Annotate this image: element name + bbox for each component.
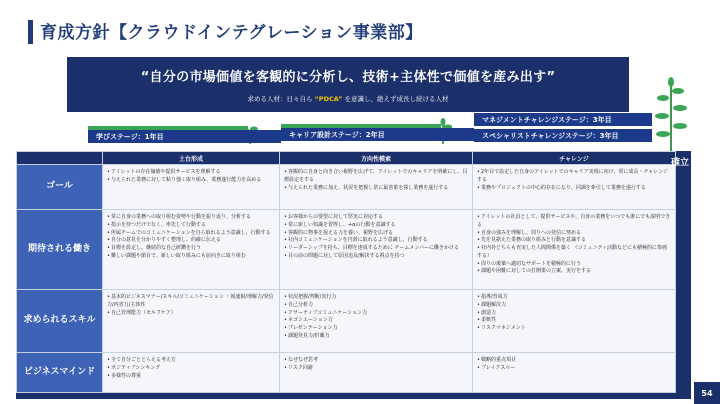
bullet-item: • 業務やプロジェクトの中心的存在になり、同調を牽引して業務を遂行する xyxy=(477,185,672,193)
ideal-candidate xyxy=(67,94,629,103)
ideal-suffix: を意識し、絶えず成長し続ける人材 xyxy=(344,95,449,103)
stage-specialist: スペシャリストチャレンジステージ：3年目 xyxy=(474,129,652,142)
bullet-item: • 客観的に物事を捉える力を養い、視野を広げる xyxy=(284,230,469,238)
ideal-prefix: 求める人材：日々自ら xyxy=(247,95,313,103)
table-row xyxy=(17,165,676,210)
stage-learn: 学びステージ：1年目 xyxy=(88,130,281,143)
bullet-item: • 2年目で設定した自身のアイレットでのキャリア実現に向け、常に成長・チャレンジする xyxy=(477,169,672,185)
row-header: 期待される働き xyxy=(17,210,103,290)
bullet-item: • 柔軟性 xyxy=(477,317,672,325)
bullet-item: • リスクマネジメント xyxy=(477,325,672,333)
table-cell xyxy=(473,210,676,290)
stage-career: キャリア設計ステージ：2年目 xyxy=(281,128,474,141)
table-cell xyxy=(280,165,473,210)
bullet-item: • 課題発見力/折衝力 xyxy=(284,333,469,341)
column-header: チャレンジ xyxy=(473,152,676,165)
bullet-item: • 与えられた業務に加え、状況を把握し常に最善策を探し業務を遂行する xyxy=(284,185,469,193)
table-cell xyxy=(103,353,280,393)
bullet-item: • 課題や困難に対しての打開策の立案、実行をする xyxy=(477,268,672,276)
table-row xyxy=(17,353,676,393)
table-cell xyxy=(280,210,473,290)
table-cell xyxy=(280,290,473,353)
bullet-item: • アイレットの社員として、提供サービスや、自身の業務をいつでも誰にでも説明できる xyxy=(477,214,672,230)
mission-banner xyxy=(67,57,629,112)
bullet-item: • 自身の強みを理解し、周りへの発信に努める xyxy=(477,230,672,238)
table-row xyxy=(17,290,676,353)
page-number: 54 xyxy=(694,382,720,404)
bullet-item: • 常に新しい知識を習得し、+αの行動を意識する xyxy=(284,222,469,230)
bullet-item: • 目の前の問題に対して原因追及/解決する視点を持つ xyxy=(284,253,469,261)
bullet-item: • リスク回避 xyxy=(284,365,469,373)
table-cell xyxy=(473,290,676,353)
bullet-item: • 基本的ビジネスマナー/スキル/コミュニケーション ・報連相/理解力/発信力/内省力/主体性 xyxy=(107,294,276,310)
bullet-item: • なぜなぜ思考 xyxy=(284,357,469,365)
bullet-item: • 客観的に自身と向き合い視野を広げて、アイレットでのキャリアを明確にし、目標設定をする xyxy=(284,169,469,185)
bullet-item: • リーダーシップを持ち、目標を達成するために チームメンバーに働きかける xyxy=(284,245,469,253)
bullet-item: • 全て自分ごととらえる考え方 xyxy=(107,357,276,365)
row-header: ビジネスマインド xyxy=(17,353,103,393)
bullet-item: • 自己管理能力（セルフケア） xyxy=(107,310,276,318)
table-cell xyxy=(280,353,473,393)
bullet-item: • 目標を設定し、継続的な自己研鑽を行う xyxy=(107,245,276,253)
bullet-item: • アサーティブコミュニケーション力 xyxy=(284,310,469,318)
bullet-item: • 指導/育成力 xyxy=(477,294,672,302)
bullet-item: • 戦略的重点項目 xyxy=(477,357,672,365)
bullet-item: • 状況把握/判断/実行力 xyxy=(284,294,469,302)
bullet-item: • 先を見据えた業務の取り組みと行動を意識する xyxy=(477,237,672,245)
table-cell xyxy=(103,165,280,210)
bullet-item: • 課題解決力 xyxy=(477,302,672,310)
growth-label: 確立 xyxy=(670,158,689,168)
bullet-item: • 難しい課題や節目で、新しい取り組みにも前向きに取り組む xyxy=(107,253,276,261)
policy-table xyxy=(16,151,676,393)
corner-header xyxy=(17,152,103,165)
bullet-item: • 社内外どちらも充実した人間関係を築く （コミュニティ活動などにも積極的に参画する） xyxy=(477,245,672,261)
bullet-item: • プレゼンテーション力 xyxy=(284,325,469,333)
table-cell xyxy=(473,353,676,393)
bullet-item: • 社内コミュニケーションを円滑に取れるよう意識し、行動する xyxy=(284,237,469,245)
bullet-item: • 自分の意見を分かりやすく整理し、的確に伝える xyxy=(107,237,276,245)
table-cell xyxy=(473,165,676,210)
bullet-item: • 与えられた業務に対して粘り強く取り組み、業務遂行能力を高める xyxy=(107,177,276,185)
title-accent-bar xyxy=(28,20,33,44)
bullet-item: • ネゴシエーション力 xyxy=(284,317,469,325)
bullet-item: • アイレットの存在価値や提供サービスを理解する xyxy=(107,169,276,177)
table-cell xyxy=(103,210,280,290)
row-header: ゴール xyxy=(17,165,103,210)
mission-statement: “自分の市場価値を客観的に分析し、技術+主体性で価値を産み出す” xyxy=(140,70,556,85)
bullet-item: • 多様性の尊重 xyxy=(107,373,276,381)
column-header: 方向性模索 xyxy=(280,152,473,165)
development-table xyxy=(16,151,691,399)
page-title: 育成方針【クラウドインテグレーション事業部】 xyxy=(40,23,423,43)
table-row xyxy=(17,210,676,290)
bullet-item: • ブレイクスルー xyxy=(477,365,672,373)
column-header: 土台形成 xyxy=(103,152,280,165)
bullet-item: • お客様からの要望に対して堅実に対応する xyxy=(284,214,469,222)
stage-management: マネジメントチャレンジステージ：3年目 xyxy=(474,113,652,126)
table-cell xyxy=(103,290,280,353)
bullet-item: • 創造力 xyxy=(477,310,672,318)
bullet-item: • 常に自身の業務への取り組む姿勢や行動を振り返り、分析する xyxy=(107,214,276,222)
bullet-item: • 所属チームでのコミュニケーションを自ら取れるよう意識し、行動する xyxy=(107,230,276,238)
plant-large-icon xyxy=(653,76,689,154)
pdca-highlight: “PDCA” xyxy=(314,95,343,103)
bullet-item: • 自己分析力 xyxy=(284,302,469,310)
bullet-item: • 周りの後輩へ適切なサポートを積極的に行う xyxy=(477,261,672,269)
bullet-item: • ポジティブシンキング xyxy=(107,365,276,373)
bullet-item: • 指示を待つだけでなく、率先して行動する xyxy=(107,222,276,230)
row-header: 求められるスキル xyxy=(17,290,103,353)
